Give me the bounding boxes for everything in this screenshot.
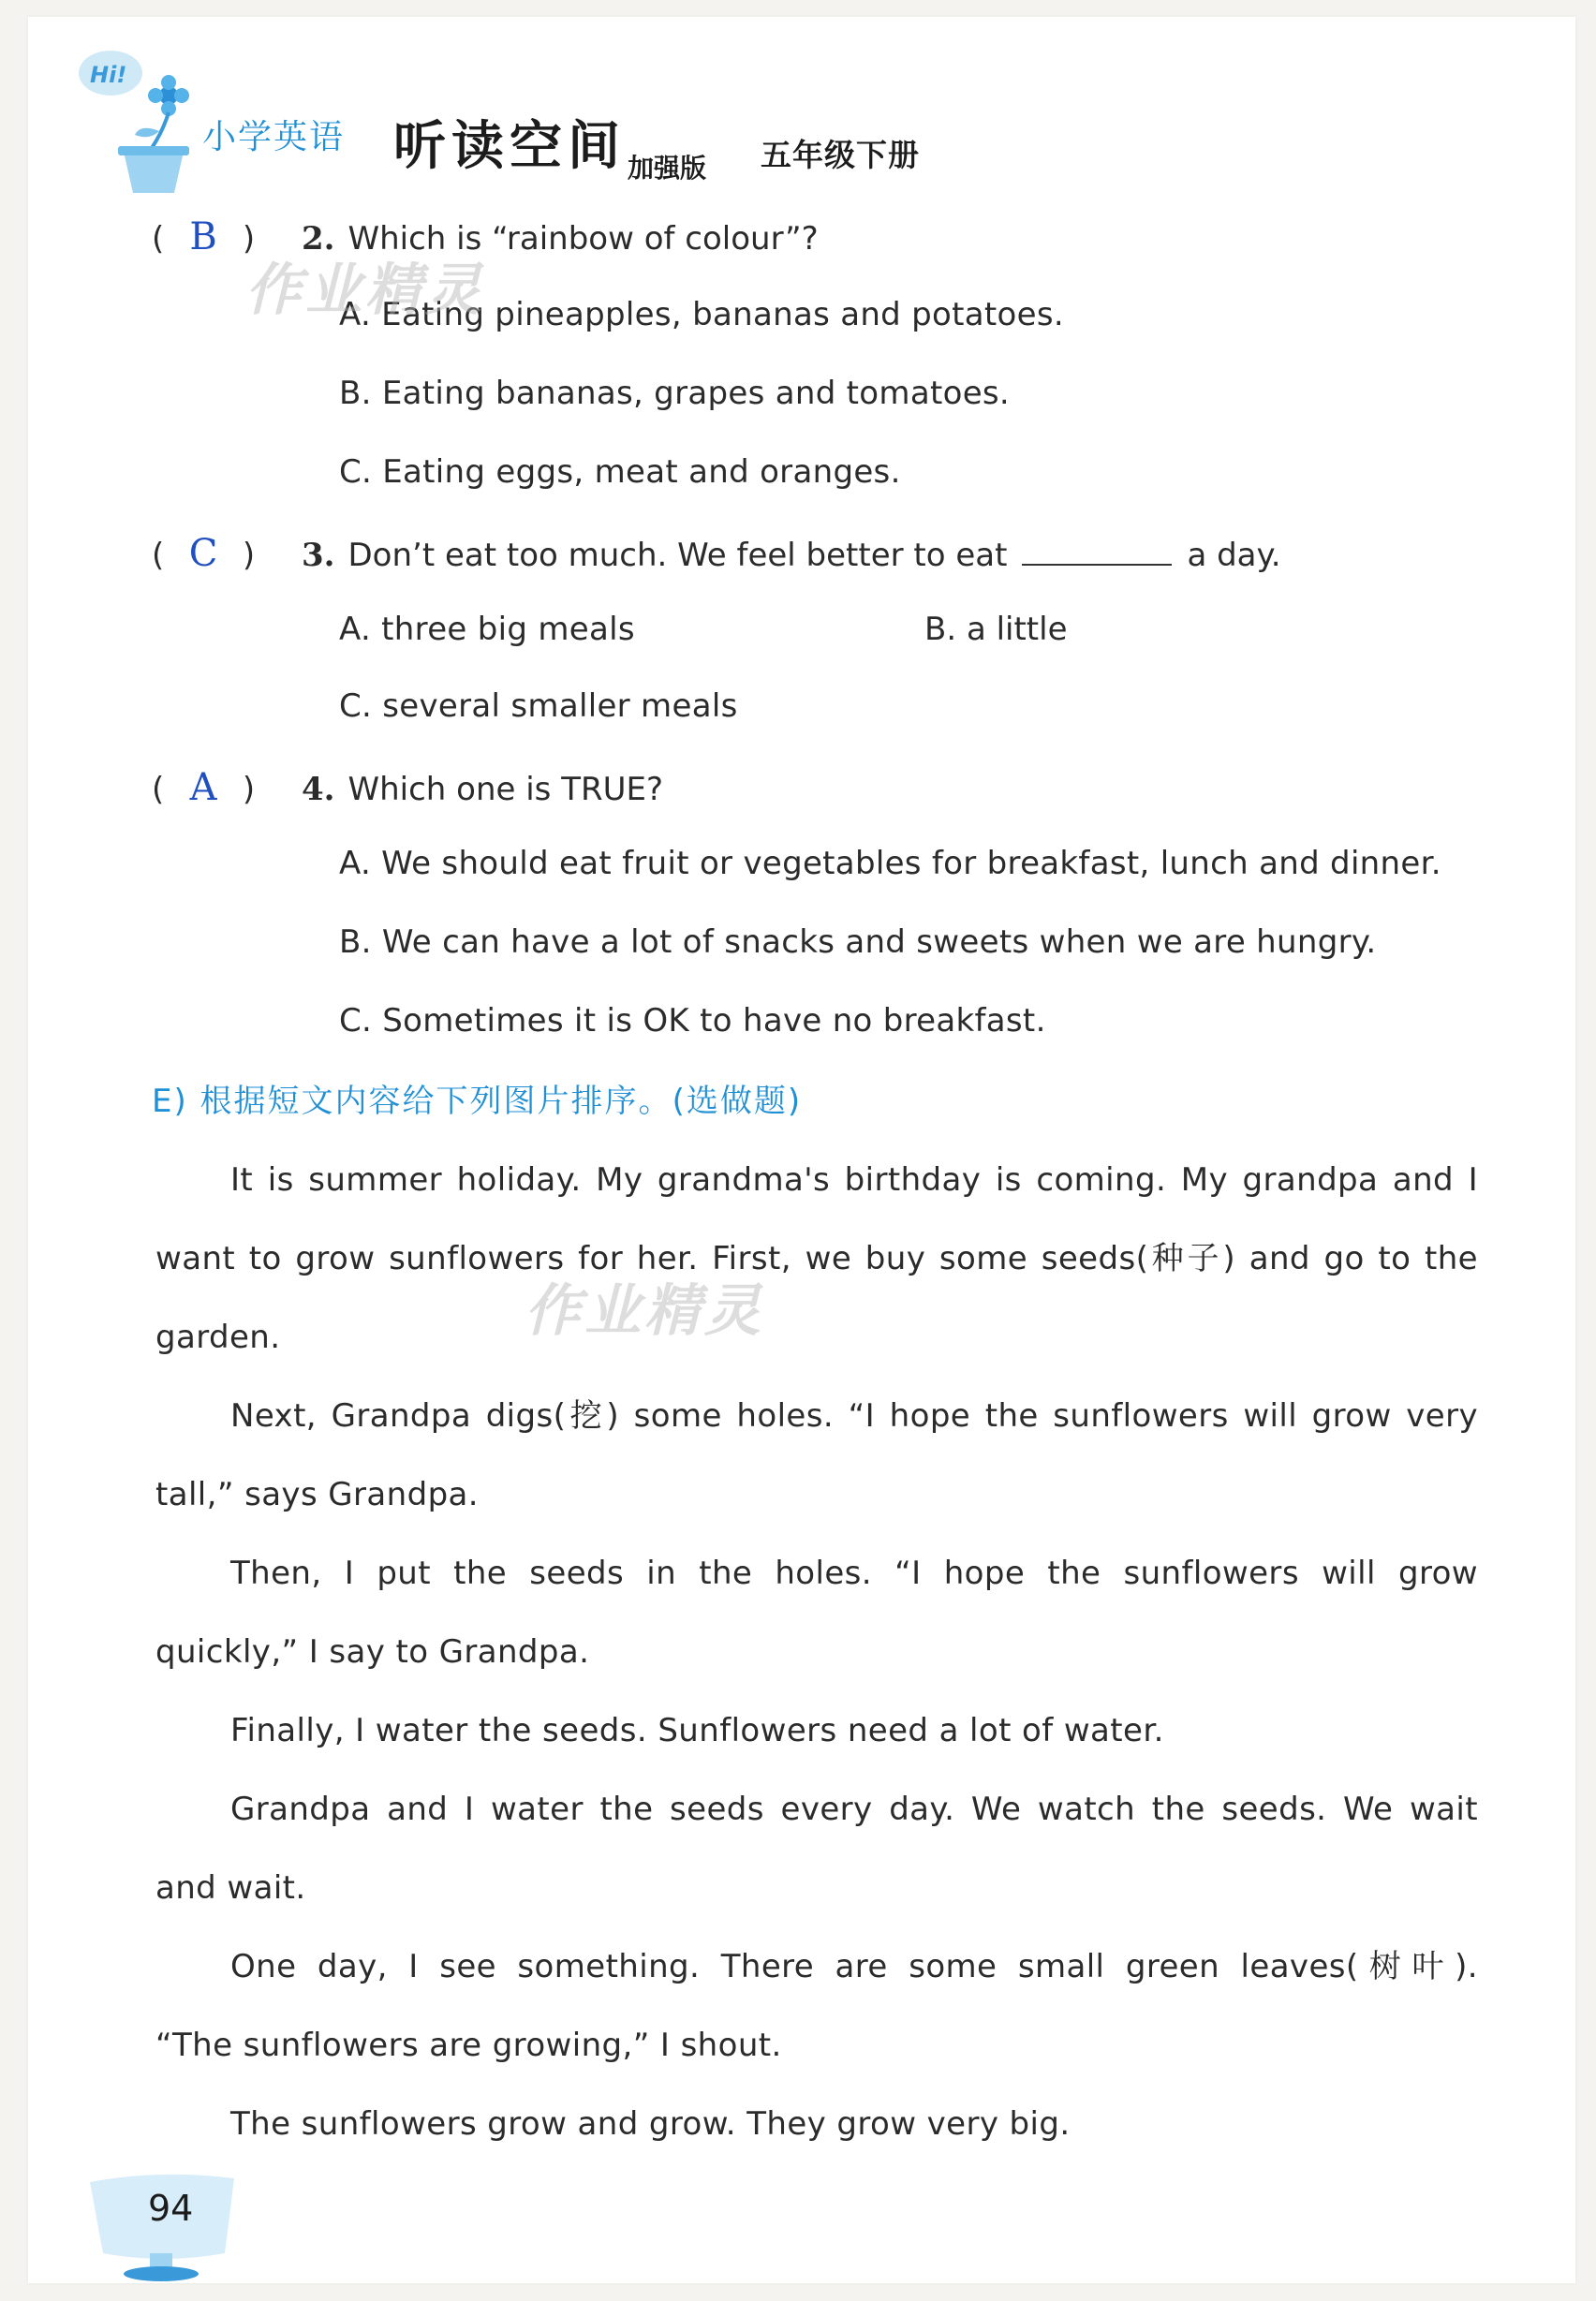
option-b: B. We can have a lot of snacks and sweets when we are hungry. [339,923,1377,961]
question-3 [152,532,1281,575]
passage-paragraph-1 [155,1141,1478,1377]
passage-line: Next, Grandpa digs(挖) some holes. “I hope the sunflowers will grow very [230,1397,1479,1435]
section-e-note: (选做题) [672,1083,803,1120]
passage-line: garden. [155,1319,281,1356]
question-stem-before: Don’t eat too much. We feel better to eat [347,537,1008,574]
passage-line: Then, I put the seeds in the holes. “I hope the sunflowers will grow [230,1555,1478,1592]
passage-line: Grandpa and I water the seeds every day. We watch the seeds. We wait [230,1791,1478,1828]
passage-paragraph-3 [155,1534,1478,1691]
passage-paragraph-4 [155,1691,1478,1770]
option-a: A. three big meals [339,611,635,648]
passage-paragraph-5 [155,1770,1478,1927]
passage-paragraph-6 [155,1927,1478,2085]
question-number: 4. [302,771,335,808]
answer-bracket: ( A ) [152,766,256,809]
passage-paragraph-7 [155,2085,1478,2163]
passage-line: “The sunflowers are growing,” I shout. [155,2027,782,2064]
answer-mark: C [188,532,218,575]
answer-bracket: ( B ) [152,215,256,258]
option-a: A. Eating pineapples, bananas and potatoes. [339,296,1064,333]
passage-line: and wait. [155,1869,306,1907]
passage-line: tall,” says Grandpa. [155,1476,479,1513]
grade-label: 五年级下册 [761,137,920,173]
section-e-heading [152,1075,802,1121]
question-stem: Which is “rainbow of colour”? [347,220,819,258]
passage-line: want to grow sunflowers for her. First, we buy some seeds(种子) and go to the [155,1240,1478,1277]
question-number: 2. [302,220,335,258]
question-4 [152,766,663,809]
passage-line: One day, I see something. There are some small green leaves(树叶). [230,1948,1478,1985]
watermark: 作业精灵 [525,1278,764,1344]
passage-paragraph-2 [155,1377,1478,1534]
option-c: C. Eating eggs, meat and oranges. [339,453,901,491]
passage-line: It is summer holiday. My grandma's birthday is coming. My grandpa and I [230,1161,1478,1199]
question-stem: Which one is TRUE? [347,771,664,808]
option-b: B. Eating bananas, grapes and tomatoes. [339,375,1011,412]
answer-mark: B [189,215,217,258]
passage-line: quickly,” I say to Grandpa. [155,1633,590,1671]
option-c: C. Sometimes it is OK to have no breakfast. [339,1002,1046,1040]
passage-line: The sunflowers grow and grow. They grow very big. [230,2105,1071,2143]
svg-text:Hi!: Hi! [90,62,127,88]
answer-blank [1022,560,1172,566]
option-a: A. We should eat fruit or vegetables for breakfast, lunch and dinner. [339,845,1441,882]
flower-pot-logo-icon [66,37,215,197]
edition-label: 加强版 [628,153,707,184]
section-e-label: E) 根据短文内容给下列图片排序。 [152,1083,672,1120]
option-c: C. several smaller meals [339,687,738,725]
question-stem-after: a day. [1187,537,1281,574]
series-name: 小学英语 [202,118,346,156]
passage-line: Finally, I water the seeds. Sunflowers need a lot of water. [230,1712,1164,1749]
page-number: 94 [148,2188,194,2229]
question-number: 3. [302,537,335,574]
book-title: 听读空间 [393,116,626,177]
answer-mark: A [189,766,217,809]
watermark: 作业精灵 [245,258,485,323]
option-b: B. a little [924,611,1068,648]
answer-bracket: ( C ) [152,532,256,575]
